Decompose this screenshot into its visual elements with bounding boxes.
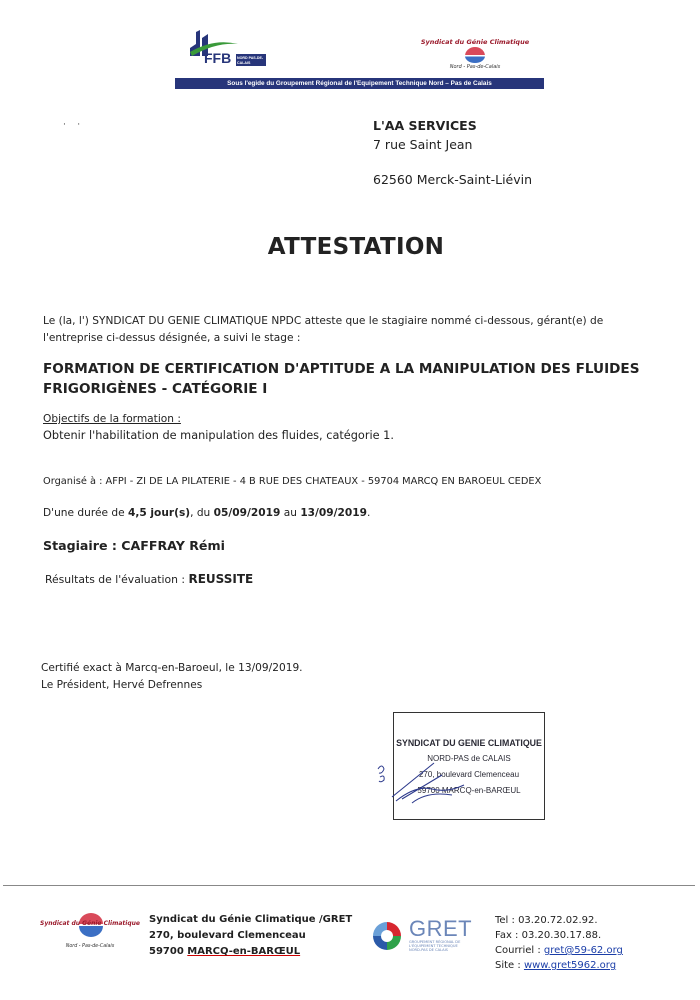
footer-email-label: Courriel : (495, 945, 544, 956)
footer-fax: Fax : 03.20.30.17.88. (495, 930, 602, 941)
footer-site-line (495, 958, 623, 973)
recipient-name: L'AA SERVICES (373, 118, 477, 133)
duration-end-date: 13/09/2019 (300, 507, 368, 519)
handwritten-signature (372, 755, 472, 810)
stamp-line-1: SYNDICAT DU GENIE CLIMATIQUE (396, 738, 542, 748)
document-title: ATTESTATION (267, 234, 445, 260)
footer-street: 270, boulevard Clemenceau (149, 930, 306, 941)
sgc-emblem-icon (463, 46, 487, 64)
ffb-logo (186, 30, 270, 72)
duration-prefix: D'une durée de (43, 507, 128, 519)
stamp-line-3: 270, boulevard Clemenceau (418, 770, 520, 779)
result-value: REUSSITE (188, 572, 254, 586)
duration-line (43, 507, 370, 519)
footer-address (149, 912, 352, 960)
footer-site-label: Site : (495, 960, 524, 971)
duration-start-date: 05/09/2019 (213, 507, 281, 519)
certification-place-date: Certifié exact à Marcq-en-Baroeul, le 13/09/2019. (41, 662, 303, 674)
duration-days: 4,5 jour(s) (127, 507, 191, 519)
recipient-address (373, 116, 532, 189)
stamp-line-2: NORD-PAS de CALAIS (427, 754, 511, 763)
footer-site-link[interactable]: www.gret5962.org (523, 960, 617, 971)
president-name: Le Président, Hervé Defrennes (41, 679, 203, 691)
duration-to-label: au (280, 507, 301, 519)
result-line (45, 572, 253, 586)
gret-emblem-icon (369, 918, 405, 954)
footer-postcode: 59700 (149, 946, 184, 957)
footer-contact (495, 913, 623, 973)
footer-divider (3, 885, 695, 886)
egide-banner: Sous l'egide du Groupement Régional de l'Equipement Technique Nord – Pas de Calais (175, 78, 544, 89)
sgc-logo-top (420, 34, 530, 74)
sgc-logo-top-region: Nord - Pas-de-Calais (449, 64, 501, 70)
sgc-emblem-footer-icon (78, 912, 104, 942)
trainee-name: Stagiaire : CAFFRAY Rémi (43, 538, 225, 553)
organizer-line: Organisé à : AFPI - ZI DE LA PILATERIE - 4 B RUE DES CHATEAUX - 59704 MARCQ EN BAROEUL CEDEX (43, 476, 542, 487)
duration-from-label: , du (190, 507, 214, 519)
recipient-city: 62560 Merck-Saint-Liévin (373, 172, 533, 187)
footer-tel: Tel : 03.20.72.02.92. (495, 915, 598, 926)
sgc-logo-bottom-name: Syndicat du Génie Climatique (40, 920, 140, 927)
duration-suffix: . (367, 507, 371, 519)
intro-paragraph: Le (la, l') SYNDICAT DU GENIE CLIMATIQUE NPDC atteste que le stagiaire nommé ci-dessous, gérant(e) de l'entreprise ci-dessus désignée, a suivi le stage : (43, 315, 604, 344)
ffb-logo-text: FFB (204, 50, 232, 66)
stamp-line-4: 59700 MARCQ-en-BARŒUL (417, 786, 521, 795)
objectives-text: Obtenir l'habilitation de manipulation des fluides, catégorie 1. (43, 429, 394, 442)
gret-logo-subtext: GROUPEMENT RÉGIONAL DE L'ÉQUIPEMENT TECHNIQUE NORD-PAS DE CALAIS (409, 940, 461, 953)
course-title: FORMATION DE CERTIFICATION D'APTITUDE A LA MANIPULATION DES FLUIDES FRIGORIGÈNES - CATÉGORIE I (43, 361, 640, 397)
sgc-logo-bottom (40, 910, 140, 954)
footer-city-line (149, 944, 352, 960)
footer-city: MARCQ-en-BARŒUL (187, 946, 301, 957)
certification-block (41, 660, 303, 694)
sgc-logo-bottom-region: Nord - Pas-de-Calais (65, 944, 115, 949)
footer-email-line (495, 943, 623, 958)
gret-logo-text: GRET (409, 916, 473, 941)
footer-email-link[interactable]: gret@59-62.org (543, 945, 623, 956)
objectives-label: Objectifs de la formation : (43, 413, 181, 425)
ffb-logo-subtext: NORD PAS-DE-CALAIS (237, 56, 264, 65)
result-label: Résultats de l'évaluation : (45, 573, 189, 586)
scan-specks: · · (63, 120, 81, 130)
gret-logo (369, 914, 473, 958)
footer-org-name: Syndicat du Génie Climatique /GRET (149, 914, 353, 925)
recipient-street: 7 rue Saint Jean (373, 137, 473, 152)
sgc-logo-top-name: Syndicat du Génie Climatique (420, 38, 530, 46)
